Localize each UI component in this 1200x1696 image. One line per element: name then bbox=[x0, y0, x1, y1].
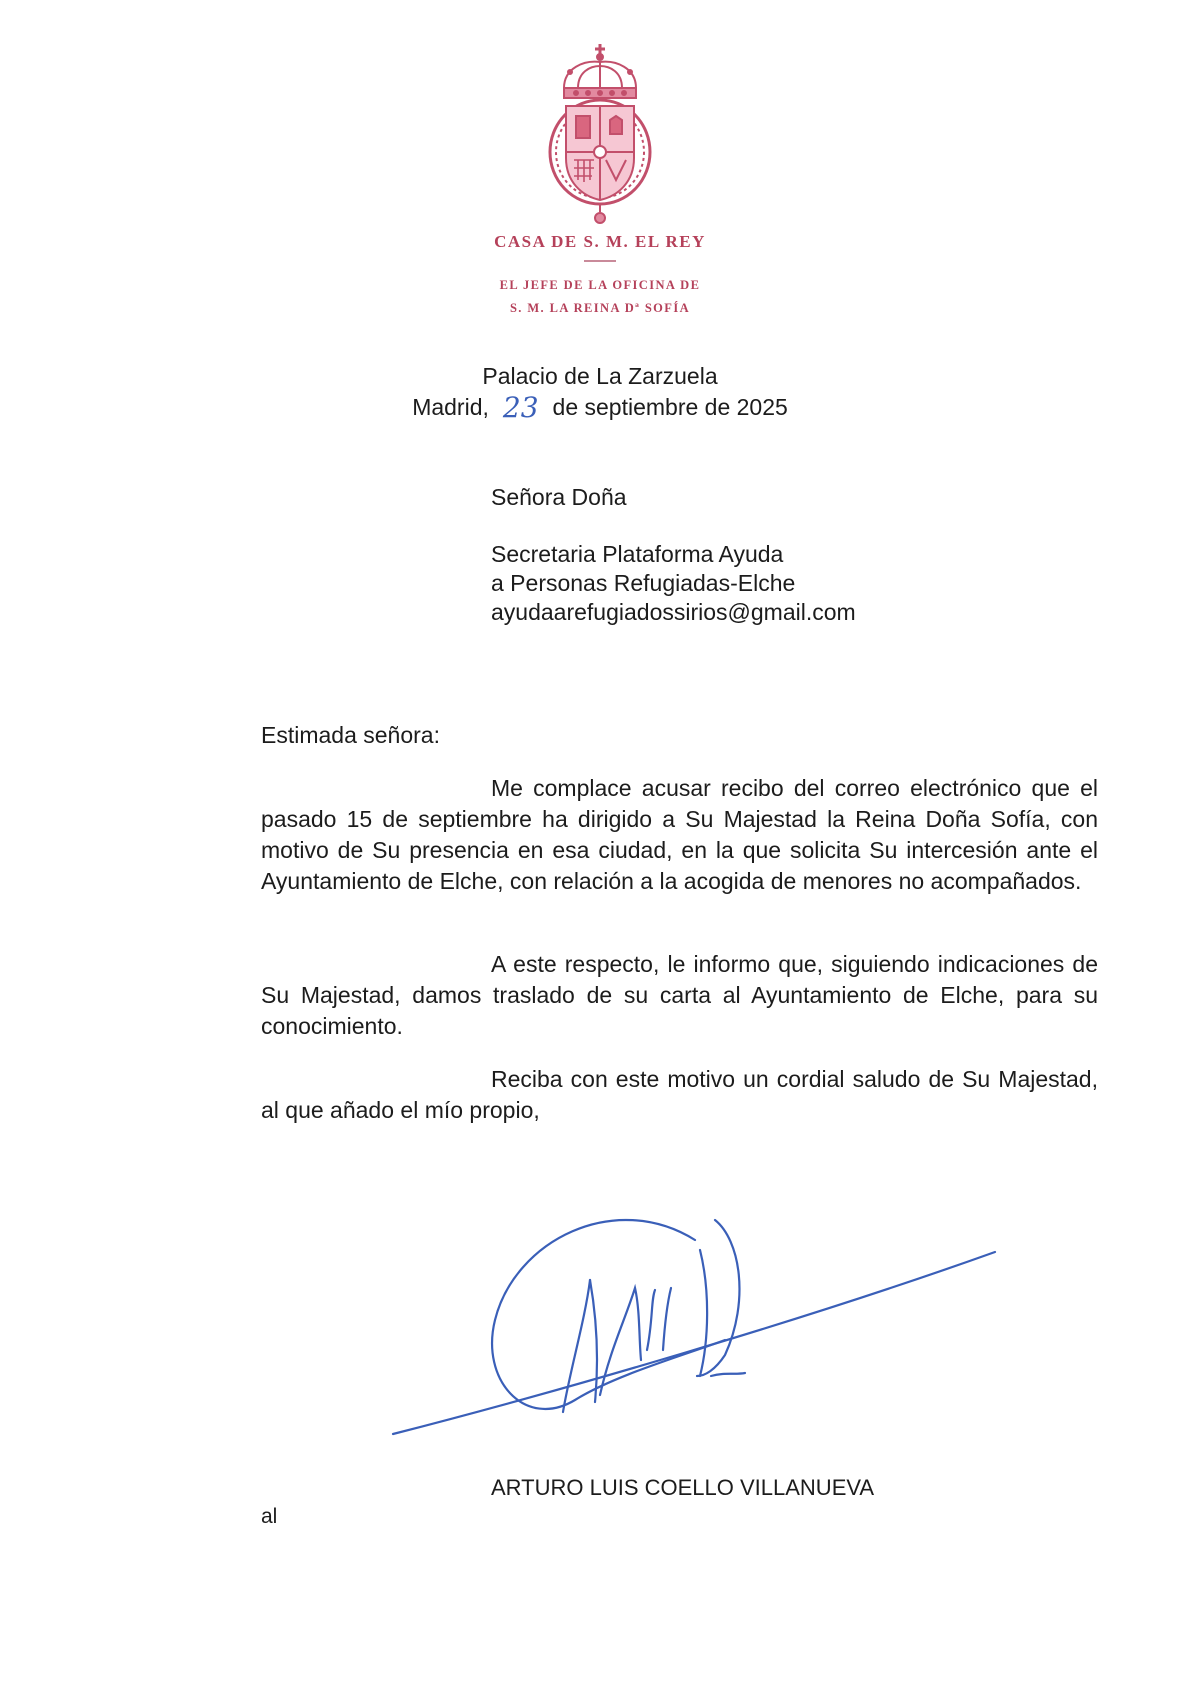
letterhead-office bbox=[300, 274, 900, 320]
dateline bbox=[300, 391, 900, 422]
date-city: Madrid, bbox=[412, 394, 489, 420]
addressee-line: Secretaria Plataforma Ayuda bbox=[491, 541, 784, 567]
letterhead-divider bbox=[584, 260, 616, 262]
date-rest: de septiembre de 2025 bbox=[552, 394, 788, 420]
footer-initials: al bbox=[261, 1505, 278, 1528]
salutation: Estimada señora: bbox=[261, 722, 440, 748]
body-paragraph-text: A este respecto, le informo que, siguiendo indicaciones de Su Majestad, damos traslado de su carta al Ayuntamiento de Elche, para su conocimiento. bbox=[261, 951, 1098, 1039]
addressee-title: Señora Doña bbox=[491, 484, 627, 510]
body-paragraph bbox=[261, 949, 1098, 1042]
body-paragraph-text: Me complace acusar recibo del correo electrónico que el pasado 15 de septiembre ha dirigido a Su Majestad la Reina Doña Sofía, con motivo de Su presencia en esa ciudad, en la que solicita Su intercesión ante el Ayuntamiento de Elche, con relación a la acogida de menores no acompañados. bbox=[261, 775, 1098, 894]
signer-name: ARTURO LUIS COELLO VILLANUEVA bbox=[491, 1475, 875, 1500]
addressee-email: ayudaarefugiadossirios@gmail.com bbox=[491, 599, 856, 625]
body-paragraph-text: Reciba con este motivo un cordial saludo de Su Majestad, al que añado el mío propio, bbox=[261, 1066, 1098, 1123]
royal-coat-of-arms-icon bbox=[540, 40, 660, 225]
place-line: Palacio de La Zarzuela bbox=[482, 363, 718, 389]
letterhead-house: CASA DE S. M. EL REY bbox=[494, 232, 706, 251]
body-paragraph bbox=[261, 1064, 1098, 1126]
addressee-line: a Personas Refugiadas-Elche bbox=[491, 570, 796, 596]
date-day-handwritten: 23 bbox=[502, 391, 539, 424]
letterhead-office-line-2: S. M. LA REINA Dª SOFÍA bbox=[509, 301, 691, 315]
body-paragraph bbox=[261, 773, 1098, 897]
letterhead-office-line-1: EL JEFE DE LA OFICINA DE bbox=[499, 278, 701, 292]
handwritten-signature-icon bbox=[385, 1180, 1005, 1440]
